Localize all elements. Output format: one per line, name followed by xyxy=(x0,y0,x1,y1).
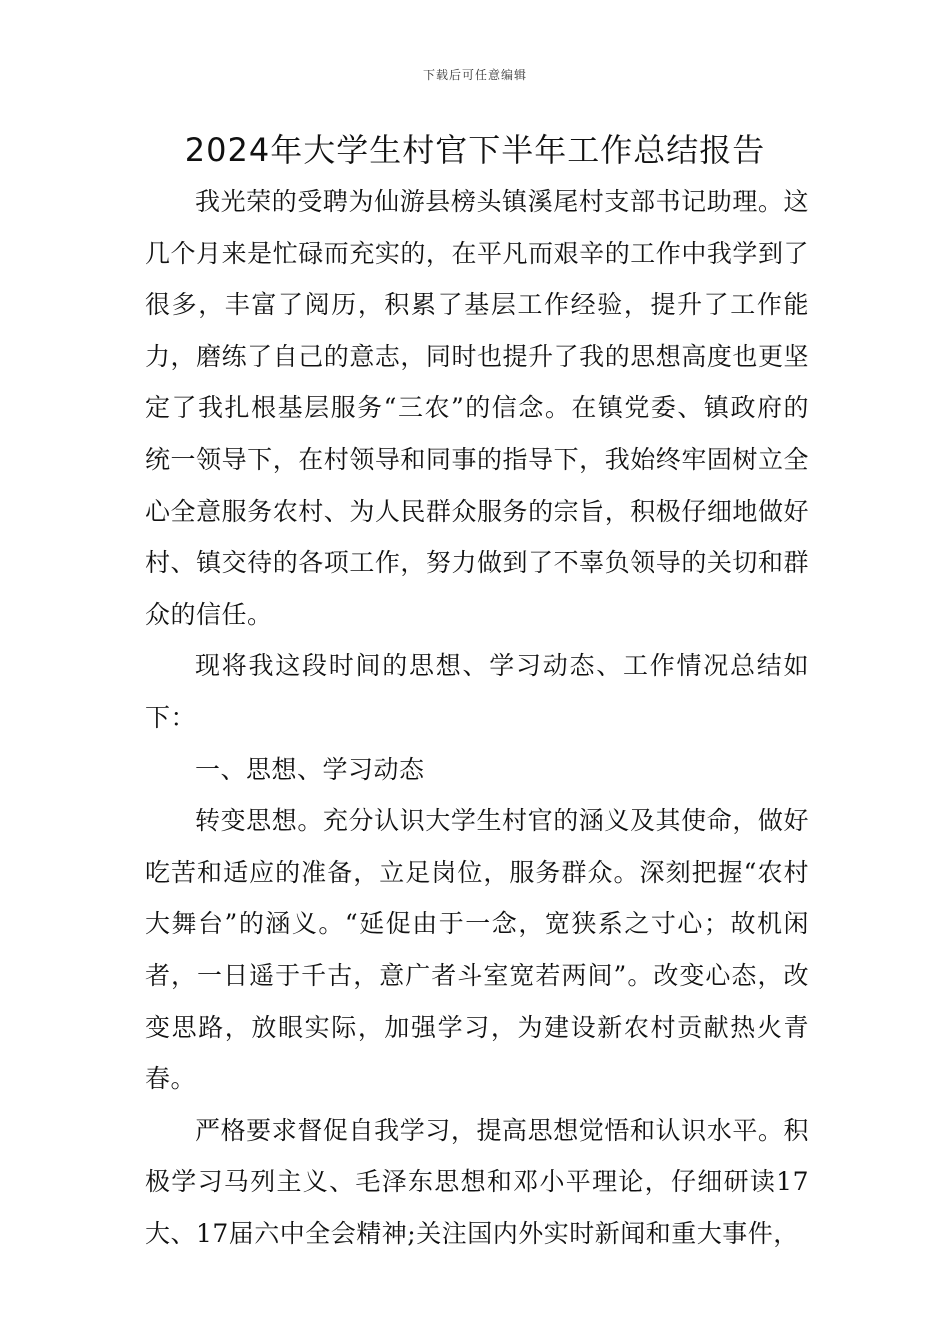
header-note: 下载后可任意编辑 xyxy=(422,68,527,82)
paragraph-change-thinking: 转变思想。充分认识大学生村官的涵义及其使命，做好吃苦和适应的准备，立足岗位，服务群众。深刻把握“农村大舞台”的涵义。“延促由于一念，宽狭系之寸心；故机闲者，一日遥于千古，意广者斗室宽若两间”。改变心态，改变思路，放眼实际，加强学习，为建设新农村贡献热火青春。 xyxy=(145,806,809,1094)
paragraph-self-study: 严格要求督促自我学习，提高思想觉悟和认识水平。积极学习马列主义、毛泽东思想和邓小平理论，仔细研读17大、17届六中全会精神;关注国内外实时新闻和重大事件， xyxy=(145,1115,809,1248)
paragraph-summary-lead: 现将我这段时间的思想、学习动态、工作情况总结如下： xyxy=(145,651,809,732)
paragraph-intro: 我光荣的受聘为仙游县榜头镇溪尾村支部书记助理。这几个月来是忙碌而充实的，在平凡而艰辛的工作中我学到了很多，丰富了阅历，积累了基层工作经验，提升了工作能力，磨练了自己的意志，同时也提升了我的思想高度也更坚定了我扎根基层服务“三农”的信念。在镇党委、镇政府的统一领导下，在村领导和同事的指导下，我始终牢固树立全心全意服务农村、为人民群众服务的宗旨，积极仔细地做好村、镇交待的各项工作，努力做到了不辜负领导的关切和群众的信任。 xyxy=(145,187,809,629)
document-title: 2024年大学生村官下半年工作总结报告 xyxy=(184,131,766,169)
document-body xyxy=(145,176,809,1259)
section-heading-thought-study: 一、思想、学习动态 xyxy=(195,754,425,784)
